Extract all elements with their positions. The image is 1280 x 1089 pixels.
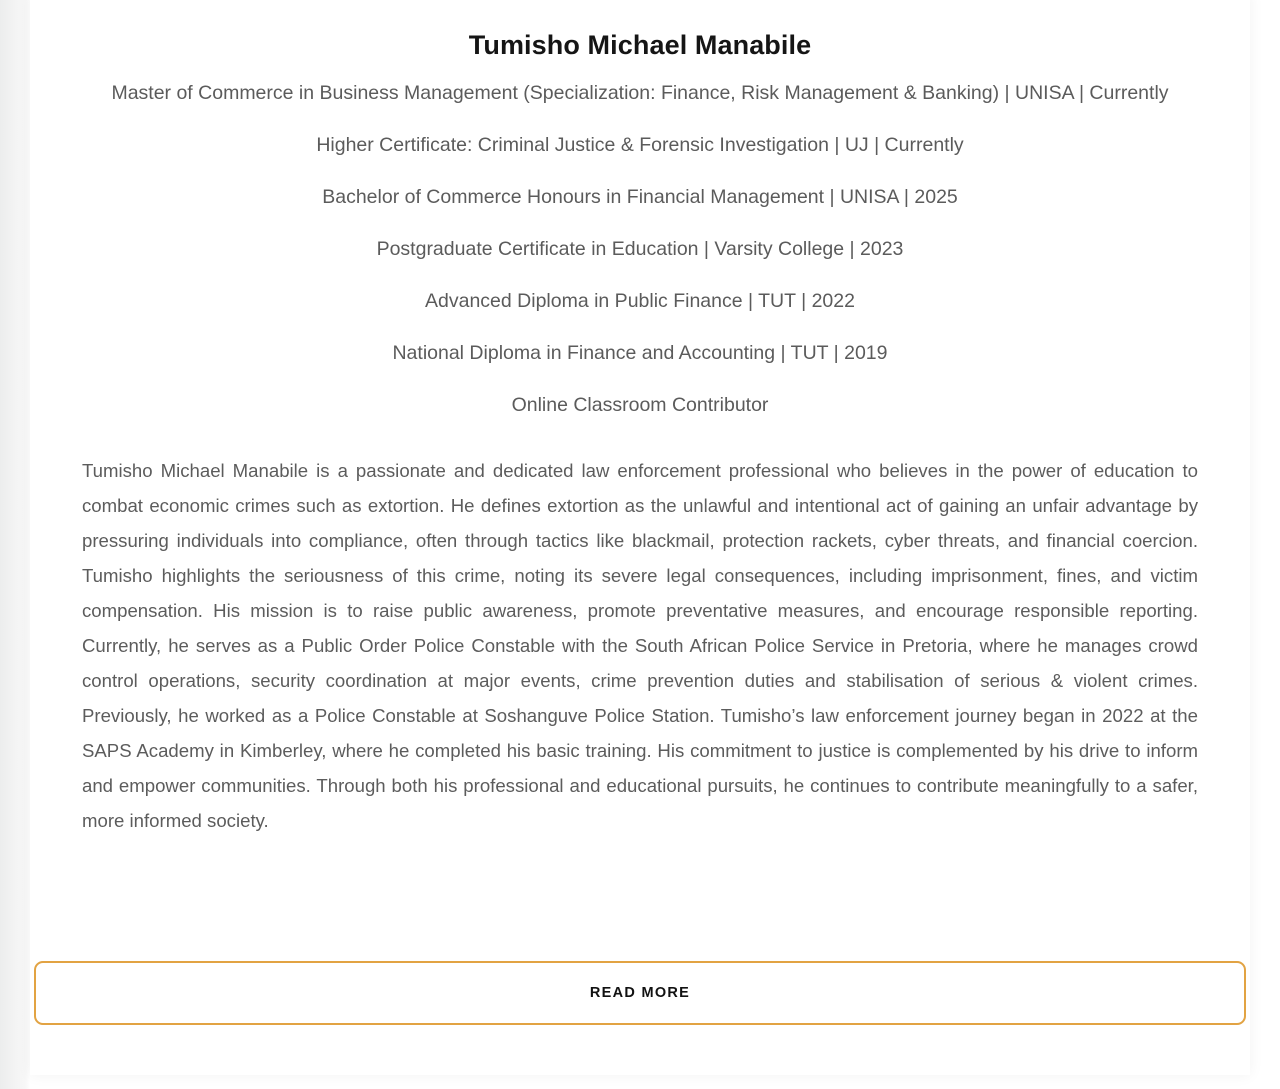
profile-card xyxy=(30,0,1250,1075)
credential-item: Postgraduate Certificate in Education | Varsity College | 2023 xyxy=(376,238,904,260)
read-more-button[interactable]: READ MORE xyxy=(34,961,1246,1025)
credential-item: Master of Commerce in Business Management (Specialization: Finance, Risk Management & Banking) | UNISA | Currently xyxy=(111,82,1169,104)
profile-card-content xyxy=(30,0,1250,838)
credential-item: National Diploma in Finance and Accounting | TUT | 2019 xyxy=(392,342,888,364)
biography-text: Tumisho Michael Manabile is a passionate and dedicated law enforcement professional who believes in the power of education to combat economic crimes such as extortion. He defines extortion as the unlawful and intentional act of gaining an unfair advantage by pressuring individuals into compliance, often through tactics like blackmail, protection rackets, cyber threats, and financial coercion. Tumisho highlights the seriousness of this crime, noting its severe legal consequences, including imprisonment, fines, and victim compensation. His mission is to raise public awareness, promote preventative measures, and encourage responsible reporting. Currently, he serves as a Public Order Police Constable with the South African Police Service in Pretoria, where he manages crowd control operations, security coordination at major events, crime prevention duties and stabilisation of serious & violent crimes. Previously, he worked as a Police Constable at Soshanguve Police Station. Tumisho’s law enforcement journey began in 2022 at the SAPS Academy in Kimberley, where he completed his basic training. His commitment to justice is complemented by his drive to inform and empower communities. Through both his professional and educational pursuits, he continues to contribute meaningfully to a safer, more informed society. xyxy=(82,460,1198,831)
credential-item: Higher Certificate: Criminal Justice & Forensic Investigation | UJ | Currently xyxy=(316,134,964,156)
credentials-list xyxy=(82,76,1198,423)
credential-item: Advanced Diploma in Public Finance | TUT | 2022 xyxy=(425,290,855,312)
page-title: Tumisho Michael Manabile xyxy=(468,30,812,60)
credential-item: Bachelor of Commerce Honours in Financial Management | UNISA | 2025 xyxy=(322,186,958,208)
credential-item: Online Classroom Contributor xyxy=(511,394,769,416)
read-more-container xyxy=(34,961,1246,1025)
